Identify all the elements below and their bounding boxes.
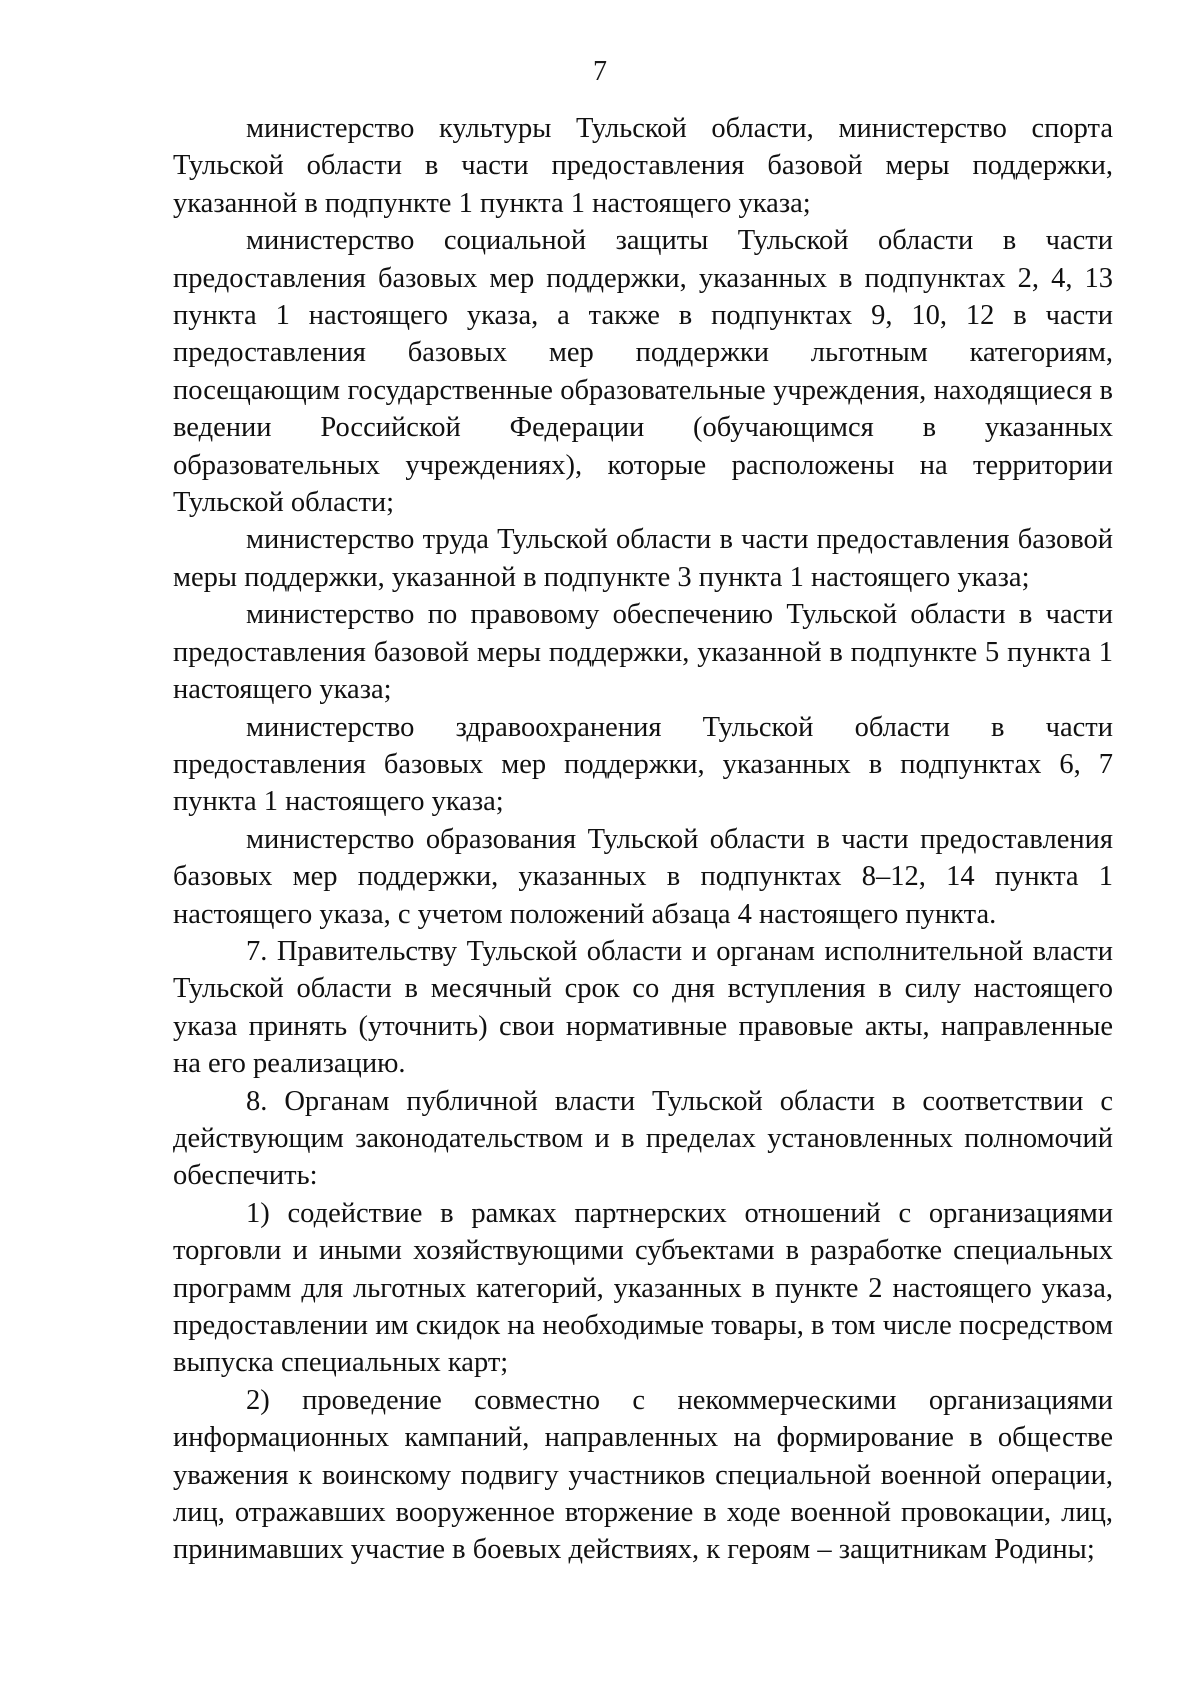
paragraph-ministry-legal-support: министерство по правовому обеспечению Тульской области в части предоставления базовой меры поддержки, указанной в подпункте 5 пункта 1 настоящего указа; (173, 599, 1113, 706)
paragraph-ministry-education: министерство образования Тульской области в части предоставления базовых мер поддержки, указанных в подпунктах 8–12, 14 пункта 1 настоящего указа, с учетом положений абзаца 4 настоящего пункта. (173, 823, 1113, 930)
paragraph-ministry-culture-sport: министерство культуры Тульской области, министерство спорта Тульской области в части предоставления базовой меры поддержки, указанной в подпункте 1 пункта 1 настоящего указа; (173, 113, 1113, 219)
paragraph-ministry-health: министерство здравоохранения Тульской области в части предоставления базовых мер поддержки, указанных в подпунктах 6, 7 пункта 1 настоящего указа; (173, 711, 1113, 818)
paragraph-ministry-social-protection: министерство социальной защиты Тульской области в части предоставления базовых мер поддержки, указанных в подпунктах 2, 4, 13 пункта 1 настоящего указа, а также в подпунктах 9, 10, 12 в части предоставления базовых мер поддержки льготным категориям, посещающим государственные образовательные учреждения, находящиеся в ведении Российской Федерации (обучающимся в указанных образовательных учреждениях), которые расположены на территории Тульской области; (173, 225, 1113, 519)
paragraph-item-8: 8. Органам публичной власти Тульской области в соответствии с действующим законодательством и в пределах установленных полномочий обеспечить: (173, 1085, 1113, 1192)
page-number: 7 (593, 56, 607, 87)
paragraph-subitem-1: 1) содействие в рамках партнерских отношений с организациями торговли и иными хозяйствующими субъектами в разработке специальных программ для льготных категорий, указанных в пункте 2 настоящего указа, предоставлении им скидок на необходимые товары, в том числе посредством выпуска специальных карт; (173, 1197, 1113, 1379)
document-body (173, 110, 1113, 1569)
paragraph-ministry-labour: министерство труда Тульской области в части предоставления базовой меры поддержки, указанной в подпункте 3 пункта 1 настоящего указа; (173, 524, 1113, 593)
paragraph-item-7: 7. Правительству Тульской области и органам исполнительной власти Тульской области в месячный срок со дня вступления в силу настоящего указа принять (уточнить) свои нормативные правовые акты, направленные на его реализацию. (173, 935, 1113, 1080)
paragraph-subitem-2: 2) проведение совместно с некоммерческими организациями информационных кампаний, направленных на формирование в обществе уважения к воинскому подвигу участников специальной военной операции, лиц, отражавших вооруженное вторжение в ходе военной провокации, лиц, принимавших участие в боевых действиях, к героям – защитникам Родины; (173, 1384, 1113, 1566)
